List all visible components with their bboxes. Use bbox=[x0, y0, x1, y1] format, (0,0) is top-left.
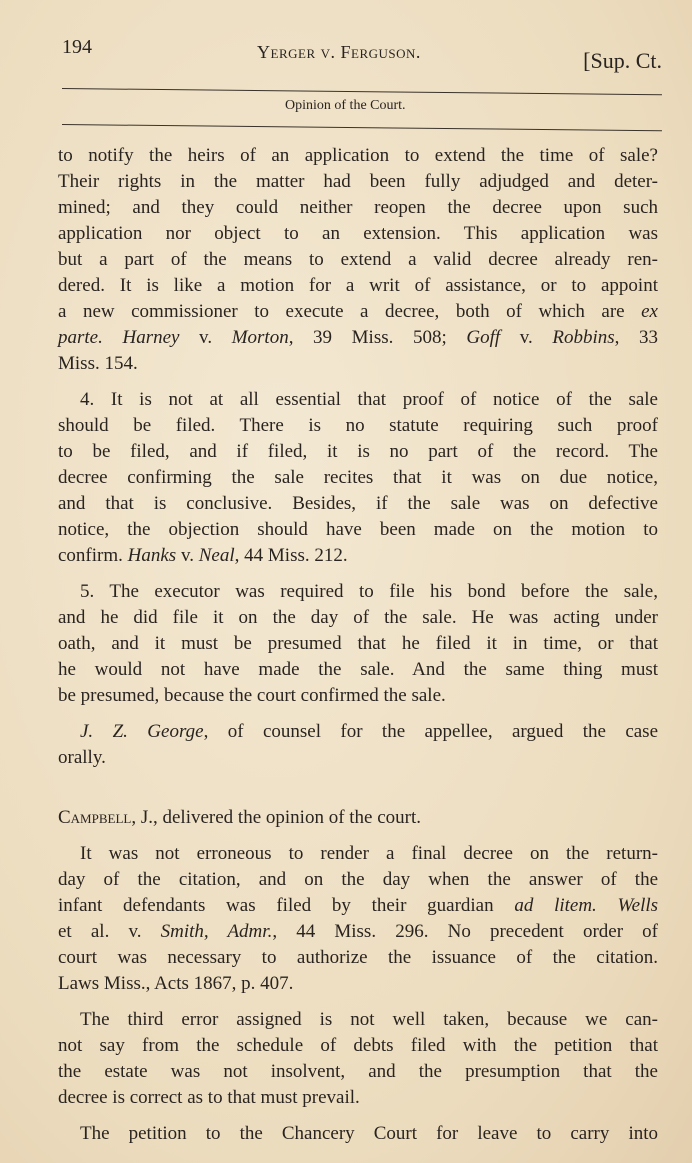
header-rule-top bbox=[62, 88, 662, 95]
text-line bbox=[58, 745, 658, 771]
italic-run: Harney bbox=[122, 327, 180, 348]
text-line bbox=[58, 491, 658, 517]
text-line bbox=[58, 517, 658, 543]
text-run: court was necessary to authorize the issuance of the citation. bbox=[58, 947, 658, 968]
text-line bbox=[58, 273, 658, 299]
text-run: infant defendants was filed by their guardian bbox=[58, 895, 515, 916]
text-run: oath, and it must be presumed that he filed it in time, or that bbox=[58, 633, 658, 654]
body-text bbox=[58, 143, 658, 1147]
text-run: confirm. bbox=[58, 545, 128, 566]
small-caps-run: Campbell bbox=[58, 807, 132, 828]
text-run: to be filed, and if filed, it is no part of the record. The bbox=[58, 441, 658, 462]
text-run: et al. v. bbox=[58, 921, 161, 942]
text-run bbox=[103, 327, 123, 348]
paragraph bbox=[58, 719, 658, 771]
text-run: , 44 Miss. 212. bbox=[234, 545, 348, 566]
text-line bbox=[58, 945, 658, 971]
text-run: be presumed, because the court confirmed the sale. bbox=[58, 685, 446, 706]
text-line bbox=[58, 439, 658, 465]
text-line bbox=[58, 971, 658, 997]
text-run: and that is conclusive. Besides, if the sale was on defective bbox=[58, 493, 658, 514]
text-run: v. bbox=[179, 327, 232, 348]
text-line bbox=[58, 867, 658, 893]
paragraph bbox=[58, 143, 658, 377]
text-line bbox=[58, 919, 658, 945]
italic-run: parte. bbox=[58, 327, 103, 348]
paragraph bbox=[58, 841, 658, 997]
paragraph bbox=[58, 805, 658, 831]
text-run: v. bbox=[500, 327, 553, 348]
text-line bbox=[58, 325, 658, 351]
italic-run: Smith, Admr. bbox=[160, 921, 273, 942]
text-run: Laws Miss., Acts 1867, p. 407. bbox=[58, 973, 294, 994]
text-run: to notify the heirs of an application to extend the time of sale? bbox=[58, 145, 658, 166]
text-run: v. bbox=[176, 545, 199, 566]
text-line bbox=[58, 1085, 658, 1111]
text-run: decree confirming the sale recites that it was on due notice, bbox=[58, 467, 658, 488]
text-run: decree is correct as to that must prevail. bbox=[58, 1087, 360, 1108]
text-line bbox=[58, 387, 658, 413]
case-title: Yerger v. Ferguson. bbox=[257, 42, 421, 62]
italic-run: J. Z. George bbox=[80, 721, 204, 742]
italic-run: Neal bbox=[198, 545, 235, 566]
text-line bbox=[58, 719, 658, 745]
text-line bbox=[58, 683, 658, 709]
italic-run: Robbins bbox=[552, 327, 615, 348]
text-run: he would not have made the sale. And the same thing must bbox=[58, 659, 658, 680]
text-line bbox=[58, 893, 658, 919]
text-run: a new commissioner to execute a decree, both of which are bbox=[58, 301, 642, 322]
text-line bbox=[58, 1007, 658, 1033]
court-label: [Sup. Ct. bbox=[583, 48, 662, 73]
italic-run: Hanks bbox=[127, 545, 177, 566]
text-run: Miss. 154. bbox=[58, 353, 138, 374]
italic-run: Goff bbox=[466, 327, 501, 348]
text-line bbox=[58, 631, 658, 657]
paragraph bbox=[58, 579, 658, 709]
text-run: , of counsel for the appellee, argued the case bbox=[203, 721, 659, 742]
text-run: the estate was not insolvent, and the presumption that the bbox=[58, 1061, 658, 1082]
text-run: , 39 Miss. 508; bbox=[288, 327, 467, 348]
italic-run: Wells bbox=[617, 895, 659, 916]
text-run: dered. It is like a motion for a writ of assistance, or to appoint bbox=[58, 275, 658, 296]
text-run: 5. The executor was required to file his bond before the sale, bbox=[80, 581, 658, 602]
text-run: 4. It is not at all essential that proof of notice of the sale bbox=[80, 389, 658, 410]
text-line bbox=[58, 579, 658, 605]
text-line bbox=[58, 1033, 658, 1059]
header-rule-bottom bbox=[62, 124, 662, 131]
text-line bbox=[58, 351, 658, 377]
text-line bbox=[58, 143, 658, 169]
text-run bbox=[597, 895, 618, 916]
text-run: application nor object to an extension. This application was bbox=[58, 223, 658, 244]
italic-run: ex bbox=[641, 301, 658, 322]
text-run: mined; and they could neither reopen the decree upon such bbox=[58, 197, 658, 218]
italic-run: Morton bbox=[231, 327, 289, 348]
text-line bbox=[58, 221, 658, 247]
text-run: not say from the schedule of debts filed with the petition that bbox=[58, 1035, 658, 1056]
text-line bbox=[58, 247, 658, 273]
text-run: The third error assigned is not well taken, because we can- bbox=[80, 1009, 658, 1030]
text-line bbox=[58, 465, 658, 491]
text-line bbox=[58, 543, 658, 569]
text-line bbox=[58, 657, 658, 683]
text-line bbox=[58, 605, 658, 631]
text-run: should be filed. There is no statute requiring such proof bbox=[58, 415, 658, 436]
text-run: , J., delivered the opinion of the court. bbox=[131, 807, 422, 828]
text-line bbox=[58, 299, 658, 325]
text-run: It was not erroneous to render a final decree on the return- bbox=[80, 843, 658, 864]
paragraph bbox=[58, 1007, 658, 1111]
text-run: and he did file it on the day of the sale. He was acting under bbox=[58, 607, 658, 628]
text-run: day of the citation, and on the day when the answer of the bbox=[58, 869, 658, 890]
section-subheading: Opinion of the Court. bbox=[285, 98, 406, 113]
text-line bbox=[58, 413, 658, 439]
text-run: but a part of the means to extend a valid decree already ren- bbox=[58, 249, 658, 270]
running-header bbox=[62, 36, 662, 73]
paragraph bbox=[58, 387, 658, 569]
page-number: 194 bbox=[62, 36, 92, 58]
text-line bbox=[58, 841, 658, 867]
text-line bbox=[58, 169, 658, 195]
paragraph bbox=[58, 1121, 658, 1147]
italic-run: ad litem. bbox=[514, 895, 597, 916]
text-line bbox=[58, 195, 658, 221]
text-line bbox=[58, 1059, 658, 1085]
text-run: The petition to the Chancery Court for leave to carry into bbox=[80, 1123, 658, 1144]
text-run: orally. bbox=[58, 747, 106, 768]
text-run: , 44 Miss. 296. No precedent order of bbox=[272, 921, 658, 942]
text-line bbox=[58, 1121, 658, 1147]
text-run: , 33 bbox=[614, 327, 658, 348]
text-line bbox=[58, 805, 658, 831]
text-run: Their rights in the matter had been fully adjudged and deter- bbox=[58, 171, 658, 192]
text-run: notice, the objection should have been made on the motion to bbox=[58, 519, 658, 540]
